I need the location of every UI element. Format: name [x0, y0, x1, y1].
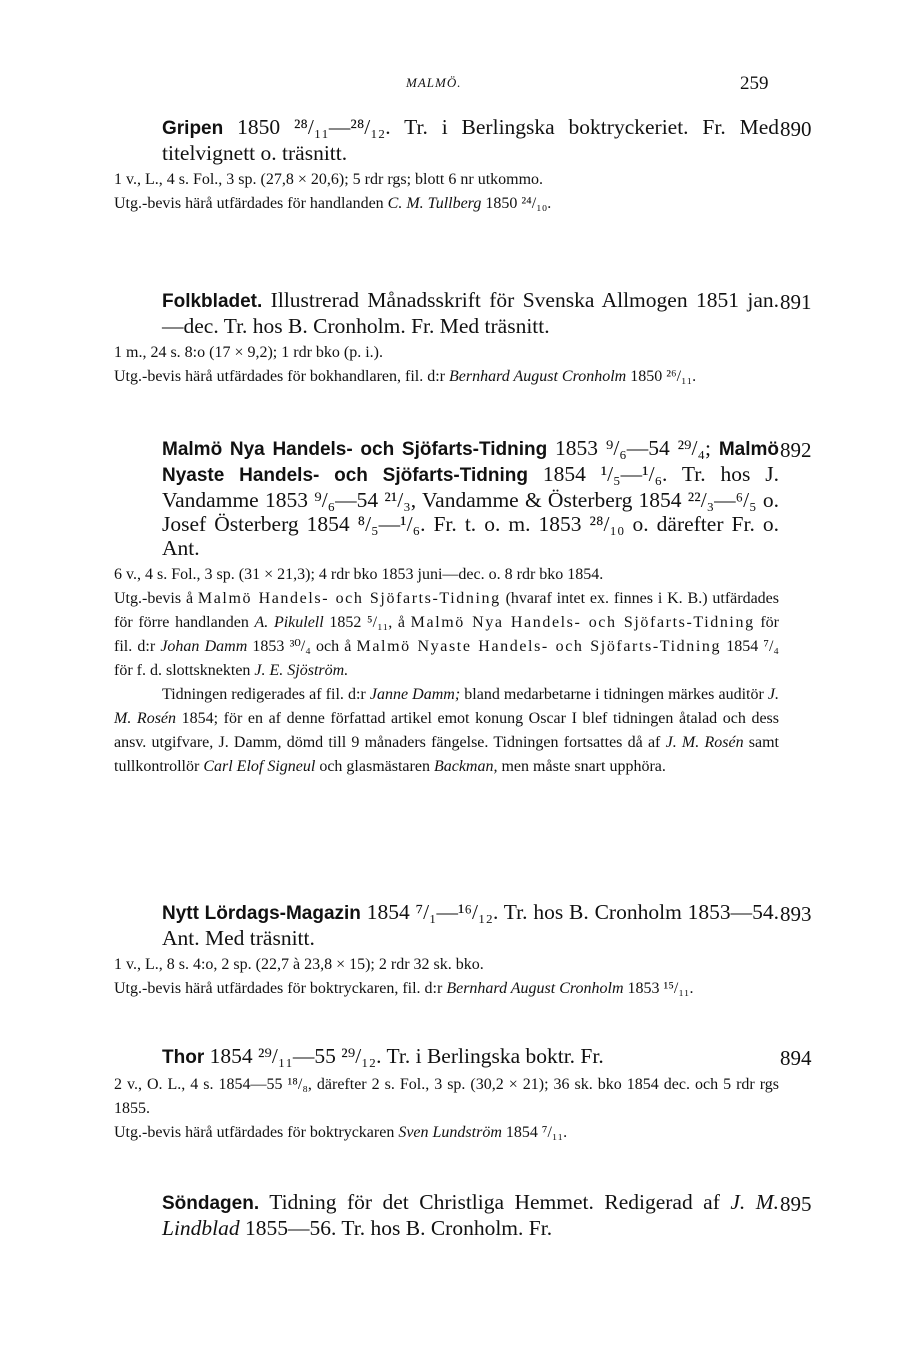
utg-text: 1852 ⁵/₁₁, å	[323, 614, 411, 631]
utg-text: för fil. d:r	[114, 614, 780, 655]
entry-number: 893	[780, 902, 812, 926]
utg-date: 1853 ¹⁵/₁₁.	[623, 980, 694, 997]
utg-person: Bernhard August Cronholm	[449, 368, 627, 385]
entry-main-rest: 1854 ²⁹/₁₁—55 ²⁹/₁₂. Tr. i Berlingska boktr. Fr.	[204, 1044, 604, 1068]
entry-title: Gripen	[162, 118, 224, 139]
utg-person: Sven Lundström	[398, 1124, 502, 1141]
utg-title: Malmö Nya Handels- och Sjöfarts-Tidning	[410, 614, 755, 631]
entry-main-rest: Illustrerad Månadsskrift för Svenska Allmogen 1851 jan.—dec. Tr. hos B. Cronholm. Fr. Med träsnitt.	[162, 288, 779, 338]
entry-main-rest: 1854 ¹/₅—¹/₆. Tr. hos J. Vandamme 1853 ⁹/₆—54 ²¹/₃, Vandamme & Österberg 1854 ²²/₃—⁶/₅ o. Josef Österberg 1854 ⁸/₅—¹/₆. Fr. t. o. m. 1853 ²⁸/₁₀ o. därefter Fr. o. Ant.	[162, 462, 780, 560]
entry-890	[114, 115, 779, 216]
entry-utg	[114, 587, 779, 683]
entry-details: 1 m., 24 s. 8:o (17 × 9,2); 1 rdr bko (p. i.).	[114, 344, 383, 361]
page-number: 259	[740, 73, 769, 94]
entry-title: Folkbladet.	[162, 291, 263, 312]
note-text: men måste snart upphöra.	[497, 758, 666, 775]
entry-title: Söndagen.	[162, 1193, 260, 1214]
entry-main-rest: 1855—56. Tr. hos B. Cronholm. Fr.	[239, 1216, 553, 1240]
entry-main-text	[114, 1044, 779, 1070]
note-person: J. M. Rosén	[665, 734, 744, 751]
entry-number: 890	[780, 117, 812, 141]
entry-utg	[114, 365, 779, 389]
note-person: Janne Damm;	[369, 686, 461, 703]
entry-main-rest: 1850 ²⁸/₁₁—²⁸/₁₂. Tr. i Berlingska boktryckeriet. Fr. Med titelvignett o. träsnitt.	[162, 115, 779, 165]
entry-details: 6 v., 4 s. Fol., 3 sp. (31 × 21,3); 4 rdr bko 1853 juni—dec. o. 8 rdr bko 1854.	[114, 566, 604, 583]
utg-text: 1853 ³⁰/₄ och å	[247, 638, 357, 655]
utg-date: 1850 ²⁶/₁₁.	[626, 368, 697, 385]
utg-text: Utg.-bevis härå utfärdades för boktryckaren	[114, 1124, 399, 1141]
entry-894	[114, 1044, 779, 1145]
entry-number: 892	[780, 438, 812, 462]
entry-number: 894	[780, 1046, 812, 1070]
note-text: bland medarbetarne i tidningen märkes auditör	[460, 686, 768, 703]
entry-note	[114, 683, 779, 779]
note-person: J. M. Rosén	[114, 686, 779, 727]
entry-title: Nytt Lördags-Magazin	[162, 903, 361, 924]
entry-main-text	[114, 115, 779, 165]
entry-main-mid: 1853 ⁹/₆—54 ²⁹/₄;	[547, 436, 719, 460]
entry-main-text	[114, 1190, 779, 1240]
utg-text: Utg.-bevis å	[114, 590, 198, 607]
utg-person: Johan Damm	[160, 638, 248, 655]
utg-text: Utg.-bevis härå utfärdades för bokhandlaren, fil. d:r	[114, 368, 449, 385]
entry-title: Thor	[162, 1047, 205, 1068]
entry-main-rest: 1854 ⁷/₁—¹⁶/₁₂. Tr. hos B. Cronholm 1853—54. Ant. Med träsnitt.	[162, 900, 779, 950]
entry-utg	[114, 977, 779, 1001]
note-person: Carl Elof Signeul	[203, 758, 316, 775]
entry-main-mid: Tidning för det Christliga Hemmet. Redigerad af	[259, 1190, 731, 1214]
entry-details: 2 v., O. L., 4 s. 1854—55 ¹⁸/₈, därefter 2 s. Fol., 3 sp. (30,2 × 21); 36 sk. bko 1854 dec. och 5 rdr rgs 1855.	[114, 1076, 779, 1117]
utg-title: Malmö Handels- och Sjöfarts-Tidning	[197, 590, 501, 607]
entry-893	[114, 900, 779, 1001]
running-title: MALMÖ.	[406, 75, 462, 90]
utg-person: J. E. Sjöström.	[254, 662, 349, 679]
entry-891	[114, 288, 779, 389]
entry-person: J. M. Lindblad	[162, 1190, 779, 1240]
entry-details: 1 v., L., 4 s. Fol., 3 sp. (27,8 × 20,6); 5 rdr rgs; blott 6 nr utkommo.	[114, 171, 544, 188]
utg-text: Utg.-bevis härå utfärdades för handlanden	[114, 195, 388, 212]
entry-title-2: Malmö Nyaste Handels- och Sjöfarts-Tidning	[162, 439, 779, 486]
note-text: och glasmästaren	[315, 758, 434, 775]
note-person: Backman,	[433, 758, 498, 775]
entry-utg	[114, 1121, 779, 1145]
entry-utg	[114, 192, 779, 216]
utg-text: (hvaraf intet ex. finnes i K. B.) utfärdades för förre handlanden	[114, 590, 780, 631]
utg-date: 1854 ⁷/₁₁.	[501, 1124, 568, 1141]
entry-number: 891	[780, 290, 812, 314]
entry-895	[114, 1190, 779, 1240]
note-text: 1854; för en af denne författad artikel emot konung Oscar I blef tidningen åtalad och dess ansv. utgifvare, J. Damm, dömd till 9 månaders fängelse. Tidningen fortsattes då af	[114, 710, 780, 751]
utg-person: C. M. Tullberg	[387, 195, 482, 212]
entry-title: Malmö Nya Handels- och Sjöfarts-Tidning	[162, 439, 548, 460]
note-text: Tidningen redigerades af fil. d:r	[162, 686, 370, 703]
entry-892	[114, 436, 779, 779]
note-text: samt tullkontrollör	[114, 734, 779, 775]
entry-main-text	[114, 288, 779, 338]
entry-main-text	[114, 436, 779, 560]
utg-person: A. Pikulell	[254, 614, 324, 631]
utg-text: 1854 ⁷/₄ för f. d. slottsknekten	[114, 638, 780, 679]
page-header	[0, 73, 924, 97]
entry-main-text	[114, 900, 779, 950]
utg-person: Bernhard August Cronholm	[446, 980, 624, 997]
entry-number: 895	[780, 1192, 812, 1216]
utg-date: 1850 ²⁴/₁₀.	[481, 195, 552, 212]
utg-text: Utg.-bevis härå utfärdades för boktryckaren, fil. d:r	[114, 980, 447, 997]
utg-title: Malmö Nyaste Handels- och Sjöfarts-Tidning	[356, 638, 722, 655]
entry-details: 1 v., L., 8 s. 4:o, 2 sp. (22,7 à 23,8 × 15); 2 rdr 32 sk. bko.	[114, 956, 484, 973]
